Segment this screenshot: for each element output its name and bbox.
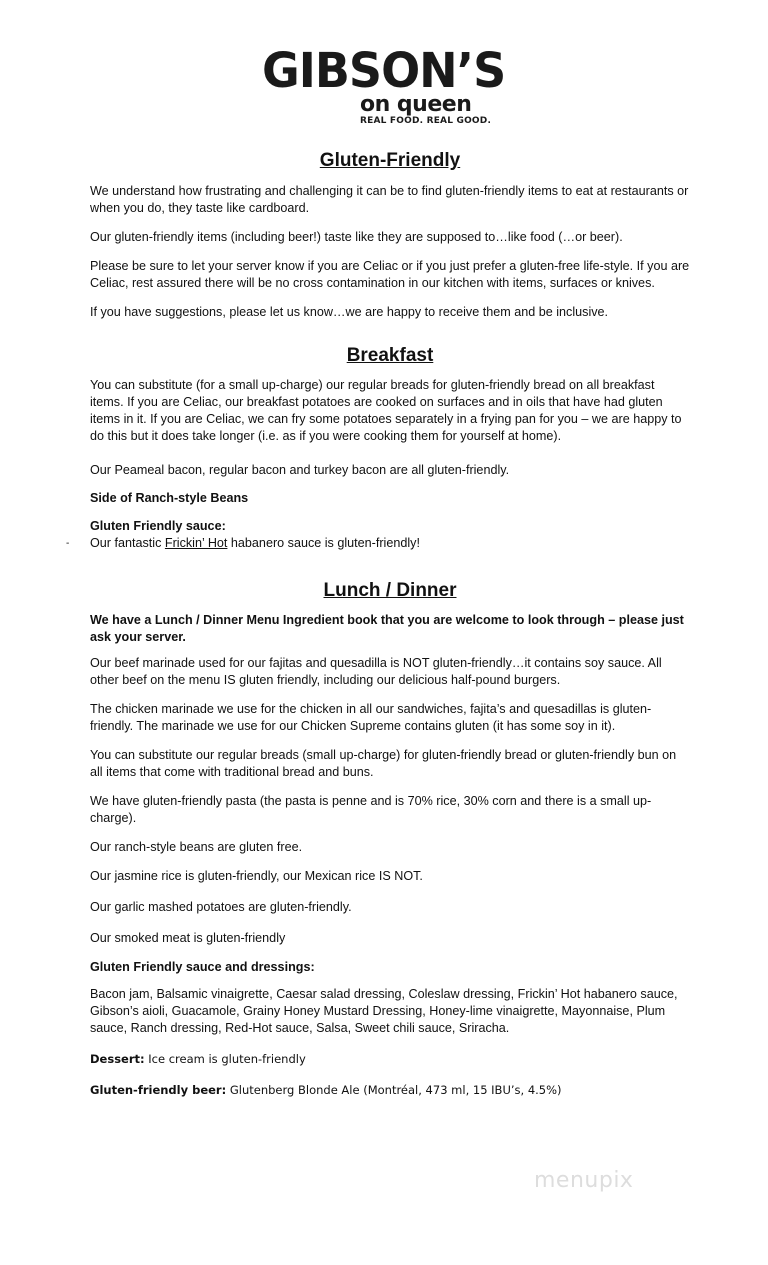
lunch-dinner-paragraph-5: Our ranch-style beans are gluten free. <box>90 840 303 854</box>
lunch-dinner-paragraph-1: Our beef marinade used for our fajitas and quesadilla is NOT gluten-friendly…it contains soy sauce. All other beef on the menu IS gluten friendly, including our delicious half-pound burgers. <box>90 656 662 687</box>
breakfast-heading: Breakfast <box>346 345 434 366</box>
lunch-dinner-paragraph-7: Our garlic mashed potatoes are gluten-friendly. <box>90 900 352 914</box>
lunch-dinner-intro: We have a Lunch / Dinner Menu Ingredient book that you are welcome to look through – please just ask your server. <box>90 613 684 644</box>
menupix-watermark: menupix <box>534 1168 634 1193</box>
dessert-text: Ice cream is gluten-friendly <box>144 1052 306 1066</box>
restaurant-logo <box>262 41 512 128</box>
gluten-friendly-heading: Gluten-Friendly <box>319 150 461 171</box>
sauces-dressings-heading: Gluten Friendly sauce and dressings: <box>90 960 315 974</box>
lunch-dinner-paragraph-2: The chicken marinade we use for the chicken in all our sandwiches, fajita’s and quesadillas is gluten-friendly. The marinade we use for our Chicken Supreme contains gluten (it has some soy in it). <box>90 702 652 733</box>
breakfast-sauce-item <box>66 535 690 552</box>
sauce-text-pre: Our fantastic <box>90 536 165 550</box>
intro-paragraph-2: Our gluten-friendly items (including beer!) taste like they are supposed to…like food (…or beer). <box>90 230 623 244</box>
breakfast-paragraph-1: You can substitute (for a small up-charge) our regular breads for gluten-friendly bread on all breakfast items. If you are Celiac, our breakfast potatoes are cooked on surfaces and in oils that have had gluten items in it. If you are Celiac, we can fry some potatoes separately in a frying pan for you – we are happy to do this but it does take longer (i.e. as if you were cooking them for yourself at home). <box>90 378 682 443</box>
sauce-text-post: habanero sauce is gluten-friendly! <box>227 536 420 550</box>
menu-content <box>66 148 690 1099</box>
lunch-dinner-paragraph-8: Our smoked meat is gluten-friendly <box>90 931 286 945</box>
beer-label: Gluten-friendly beer: <box>90 1083 227 1097</box>
sauces-dressings-list: Bacon jam, Balsamic vinaigrette, Caesar salad dressing, Coleslaw dressing, Frickin’ Hot habanero sauce, Gibson’s aioli, Guacamole, Grainy Honey Mustard Dressing, Honey-lime vinaigrette, Mayonnaise, Plum sauce, Ranch dressing, Red-Hot sauce, Salsa, Sweet chili sauce, Sriracha. <box>90 987 678 1035</box>
lunch-dinner-heading: Lunch / Dinner <box>323 580 457 601</box>
dessert-label: Dessert: <box>90 1052 145 1066</box>
intro-paragraph-4: If you have suggestions, please let us know…we are happy to receive them and be inclusive. <box>90 305 609 319</box>
beer-text: Glutenberg Blonde Ale (Montréal, 473 ml, 15 IBU’s, 4.5%) <box>226 1083 562 1097</box>
intro-paragraph-3: Please be sure to let your server know if you are Celiac or if you just prefer a gluten-free life-style. If you are Celiac, rest assured there will be no cross contamination in our kitchen with items, surfaces or knives. <box>90 259 690 290</box>
logo-brand: GIBSON’S <box>262 41 506 99</box>
logo-tagline: REAL FOOD. REAL GOOD. <box>360 116 492 126</box>
lunch-dinner-paragraph-6: Our jasmine rice is gluten-friendly, our Mexican rice IS NOT. <box>90 869 423 883</box>
intro-paragraph-1: We understand how frustrating and challenging it can be to find gluten-friendly items to eat at restaurants or when you do, they taste like cardboard. <box>90 184 689 215</box>
list-bullet: - <box>66 538 70 549</box>
dessert-line <box>90 1051 690 1068</box>
breakfast-side-item: Side of Ranch-style Beans <box>90 491 249 505</box>
breakfast-paragraph-2: Our Peameal bacon, regular bacon and turkey bacon are all gluten-friendly. <box>90 463 510 477</box>
logo-location: on queen <box>360 92 472 117</box>
frickin-hot-link: Frickin’ Hot <box>164 536 228 550</box>
beer-line <box>90 1082 690 1099</box>
breakfast-sauce-heading: Gluten Friendly sauce: <box>90 519 226 533</box>
lunch-dinner-paragraph-4: We have gluten-friendly pasta (the pasta is penne and is 70% rice, 30% corn and there is a small up-charge). <box>90 794 652 825</box>
lunch-dinner-paragraph-3: You can substitute our regular breads (small up-charge) for gluten-friendly bread or gluten-friendly bun on all items that come with traditional bread and buns. <box>90 748 677 779</box>
